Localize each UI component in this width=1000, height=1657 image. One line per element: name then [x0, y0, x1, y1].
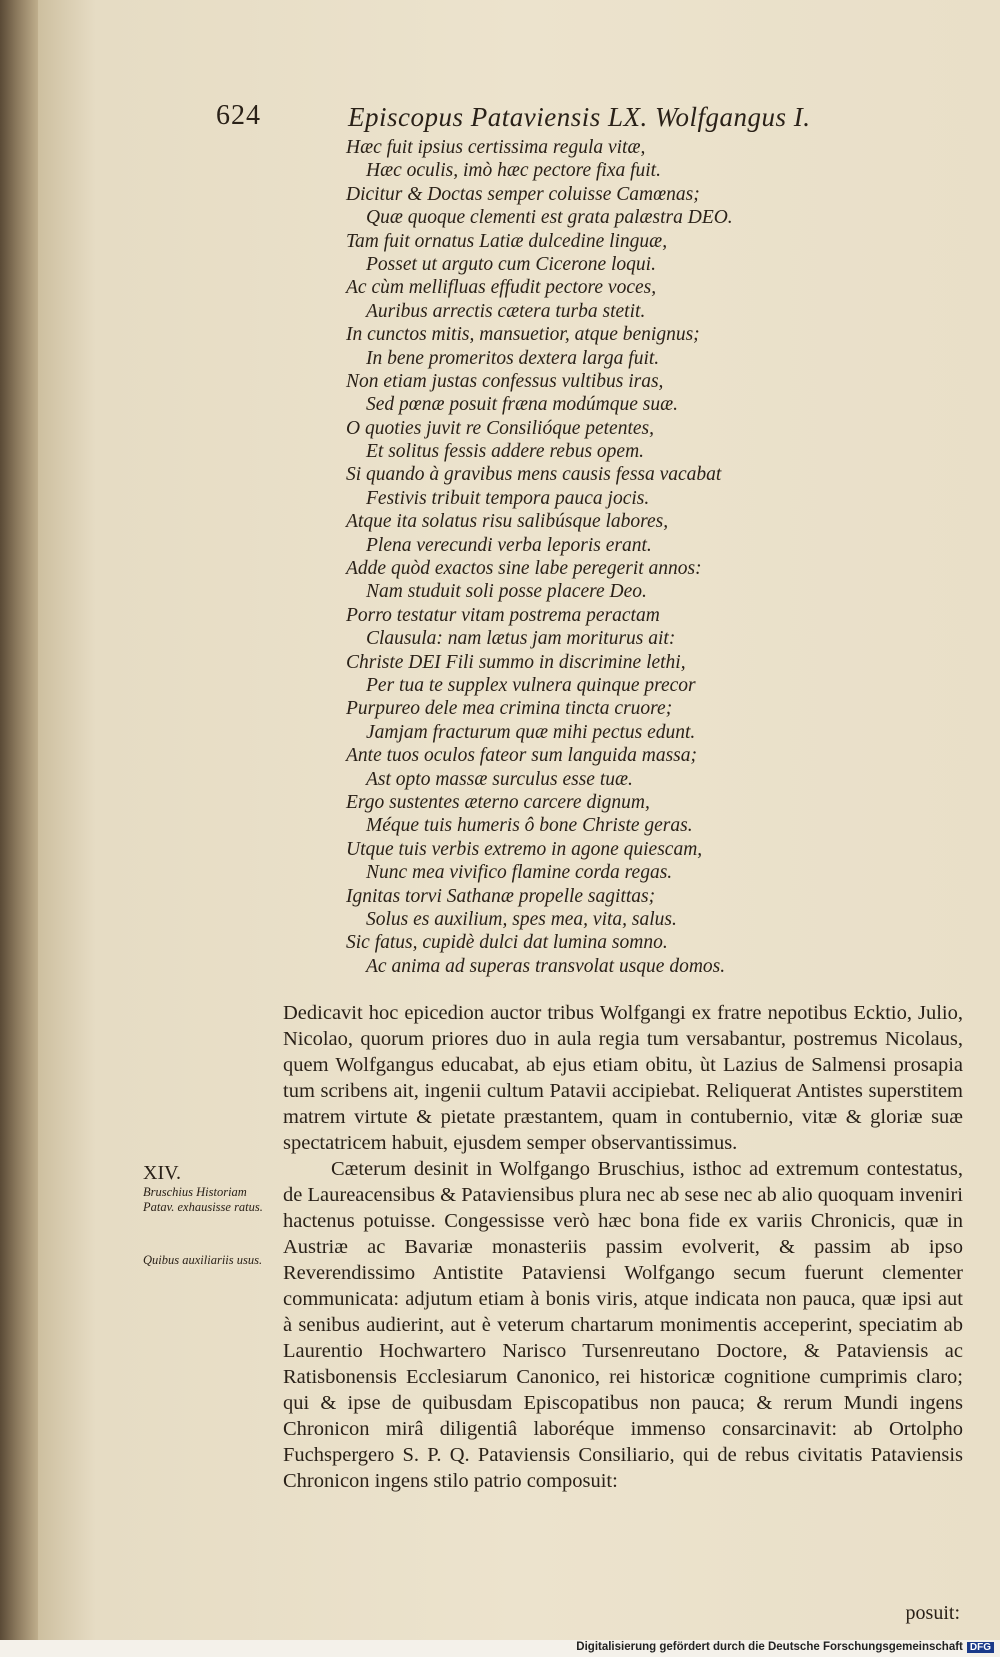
prose-paragraph-dedication: Dedicavit hoc epicedion auctor tribus Wolfgangi ex fratre nepotibus Ecktio, Julio, Nicolao, quorum priores duo in aula regia tum versabantur, postremus Nicolaus, quem Wolfgangus educabat, ab ejus etiam obitu, ùt Lazius de Salmensi prosapia tum scribens ait, ingenii cultum Patavii accipiebat. Reliquerat Antistes superstitem matrem virtute & pietate præstantem, quam in contubernio, vitæ & gloriæ suæ spectatricem habuit, ejusdem semper observantissimus. — [283, 1002, 963, 1154]
poem-line: Tam fuit ornatus Latiæ dulcedine linguæ, — [346, 230, 668, 252]
poem-line: Auribus arrectis cætera turba stetit. — [366, 300, 646, 322]
page-number: 624 — [216, 100, 261, 131]
margin-notes — [143, 1162, 273, 1306]
poem-line: Solus es auxilium, spes mea, vita, salus. — [366, 908, 677, 930]
poem-line: Clausula: nam lætus jam moriturus ait: — [366, 628, 676, 650]
poem-line: Jamjam fracturum quæ mihi pectus edunt. — [366, 721, 696, 743]
poem-line: Nunc mea vivifico flamine corda regas. — [366, 862, 673, 884]
margin-note-auxiliaries: Quibus auxiliariis usus. — [143, 1253, 263, 1267]
poem-line: Hæc oculis, imò hæc pectore fixa fuit. — [366, 160, 661, 182]
margin-note-bruschius: Bruschius Historiam Patav. exhausisse ratus. — [143, 1185, 263, 1214]
poem-line: Purpureo dele mea crimina tincta cruore; — [346, 698, 673, 720]
poem-line: Non etiam justas confessus vultibus iras, — [346, 370, 664, 392]
catchword: posuit: — [905, 1602, 960, 1624]
footer-credit: Digitalisierung gefördert durch die Deutsche Forschungsgemeinschaft — [576, 1641, 963, 1653]
poem-line: Et solitus fessis addere rebus opem. — [366, 441, 645, 463]
poem-line: Méque tuis humeris ô bone Christe geras. — [366, 815, 693, 837]
poem-line: Adde quòd exactos sine labe peregerit annos: — [346, 558, 702, 580]
poem-line: Dicitur & Doctas semper coluisse Camœnas; — [346, 183, 700, 205]
poem-line: Plena verecundi verba leporis erant. — [366, 534, 652, 556]
poem-line: Posset ut arguto cum Cicerone loqui. — [366, 253, 656, 275]
section-number: XIV. — [143, 1162, 181, 1184]
poem-line: Atque ita solatus risu salibúsque labores, — [346, 511, 669, 533]
digitization-footer — [0, 1640, 1000, 1657]
prose-paragraph-bruschius: Cæterum desinit in Wolfgango Bruschius, isthoc ad extremum contestatus, de Laureacensibus & Pataviensibus plura nec ab sese nec ab alio quoquam inveniri hactenus potuisse. Congessisse verò hæc bona fide ex variis Chronicis, quæ in Austriæ ac Bavariæ monasteriis passim evolverit, & passim ab ipso Reverendissimo Antistite Pataviensi Wolfgango secum fuerunt clementer communicata: adjutum etiam à bonis viris, atque indicata non pauca, quæ ipsi aut à senibus audierint, aut è veterum chartarum monimentis acceperint, speciatim ab Laurentio Hochwartero Narisco Tursenreutano Doctore, & Pataviensis ac Ratisbonensis Ecclesiarum Canonico, rei historicæ cognitione cumprimis claro; qui & ipse de quibusdam Episcopatibus non pauca; & rerum Mundi ingens Chronicon mirâ diligentiâ laboréque immenso consarcinavit: ab Ortolpho Fuchspergero S. P. Q. Pataviensis Consiliario, qui de rebus civitatis Pataviensis Chronicon ingens stilo patrio composuit: — [283, 1158, 963, 1492]
poem-line: Ergo sustentes æterno carcere dignum, — [346, 791, 650, 813]
poem-line: Sic fatus, cupidè dulci dat lumina somno. — [346, 932, 668, 954]
dfg-logo: DFG — [967, 1642, 994, 1653]
poem-block — [38, 136, 1000, 978]
poem-line: Porro testatur vitam postrema peractam — [346, 604, 660, 626]
prose-block — [283, 1000, 963, 1494]
poem-line: Ac anima ad superas transvolat usque domos. — [366, 955, 726, 977]
book-page — [38, 0, 1000, 1640]
poem-line: Festivis tribuit tempora pauca jocis. — [366, 487, 650, 509]
poem-line: Ast opto massæ surculus esse tuæ. — [366, 768, 633, 790]
poem-line: Hæc fuit ipsius certissima regula vitæ, — [346, 137, 646, 158]
poem-line: Si quando à gravibus mens causis fessa vacabat — [346, 464, 722, 486]
poem-line: Nam studuit soli posse placere Deo. — [366, 581, 647, 603]
poem-line: In cunctos mitis, mansuetior, atque benignus; — [346, 324, 700, 346]
page-header — [38, 100, 1000, 140]
poem-line: Per tua te supplex vulnera quinque precor — [366, 674, 696, 696]
footer-credit-wrap — [576, 1641, 994, 1653]
running-title: Episcopus Pataviensis LX. Wolfgangus I. — [348, 102, 811, 132]
poem-line: Utque tuis verbis extremo in agone quiescam, — [346, 838, 703, 860]
poem-line: Quæ quoque clementi est grata palæstra DEO. — [366, 207, 733, 229]
poem-line: Sed pœnæ posuit fræna modúmque suæ. — [366, 394, 679, 416]
book-spine — [0, 0, 38, 1657]
poem-line: Ante tuos oculos fateor sum languida massa; — [346, 745, 697, 767]
poem-line: Ignitas torvi Sathanæ propelle sagittas; — [346, 885, 656, 907]
poem-line: O quoties juvit re Consilióque petentes, — [346, 417, 654, 439]
poem-line: Christe DEI Fili summo in discrimine lethi, — [346, 651, 686, 673]
poem-line: Ac cùm mellifluas effudit pectore voces, — [346, 277, 657, 299]
poem-line: In bene promeritos dextera larga fuit. — [366, 347, 660, 369]
